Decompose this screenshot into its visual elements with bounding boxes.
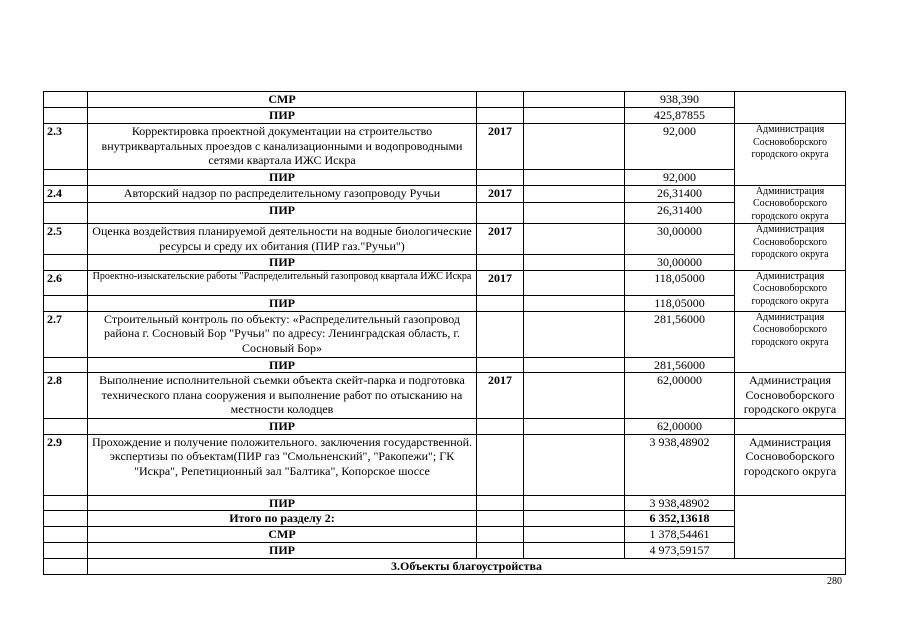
item-executor: Администрация Сосновоборского городского округа <box>735 373 846 419</box>
section-title: 3.Объекты благоустройства <box>88 559 846 575</box>
item-year: 2017 <box>477 185 524 202</box>
item-description: Строительный контроль по объекту: «Распределительный газопровод района г. Сосновый Бор "Ручьи" по адресу: Ленинградская область, г. Сосновый Бор» <box>88 311 477 357</box>
item-year <box>477 311 524 357</box>
item-description: Выполнение исполнительной съемки объекта скейт-парка и подготовка технического плана сооружения и выполнение работ по отысканию на местности колодцев <box>88 373 477 419</box>
table-row <box>44 311 846 357</box>
totals-sum: 6 352,13618 <box>625 511 735 527</box>
item-executor: Администрация Сосновоборского городского округа <box>735 311 846 373</box>
table-row <box>44 124 846 170</box>
row-label: ПИР <box>88 108 477 124</box>
item-year <box>477 434 524 495</box>
row-label: ПИР <box>88 255 477 271</box>
row-label: ПИР <box>88 202 477 223</box>
item-executor: Администрация Сосновоборского городского округа <box>735 224 846 271</box>
row-sum: 26,31400 <box>625 202 735 223</box>
totals-row <box>44 511 846 527</box>
item-year: 2017 <box>477 270 524 295</box>
item-executor: Администрация Сосновоборского городского округа <box>735 185 846 224</box>
row-sum: 281,56000 <box>625 357 735 373</box>
row-sum: 92,000 <box>625 170 735 186</box>
row-label: ПИР <box>88 543 477 559</box>
row-label: СМР <box>88 527 477 543</box>
item-number: 2.6 <box>44 270 88 295</box>
table-row <box>44 434 846 495</box>
table-row <box>44 270 846 295</box>
item-number: 2.3 <box>44 124 88 170</box>
table-row <box>44 170 846 186</box>
row-label: ПИР <box>88 495 477 511</box>
item-year: 2017 <box>477 224 524 255</box>
item-number: 2.7 <box>44 311 88 357</box>
row-sum: 1 378,54461 <box>625 527 735 543</box>
table-row <box>44 527 846 543</box>
table-row <box>44 419 846 435</box>
item-description: Авторский надзор по распределительному газопроводу Ручьи <box>88 185 477 202</box>
row-sum: 62,00000 <box>625 419 735 435</box>
row-label: ПИР <box>88 170 477 186</box>
item-number: 2.9 <box>44 434 88 495</box>
table-row <box>44 255 846 271</box>
item-year: 2017 <box>477 373 524 419</box>
section-header-row <box>44 559 846 575</box>
item-number: 2.8 <box>44 373 88 419</box>
item-sum: 3 938,48902 <box>625 434 735 495</box>
item-year: 2017 <box>477 124 524 170</box>
row-label: СМР <box>88 92 477 108</box>
table-row <box>44 495 846 511</box>
row-label: ПИР <box>88 295 477 311</box>
table-row <box>44 224 846 255</box>
item-description: Прохождение и получение положительного. заключения государственной. экспертизы по объектам(ПИР газ "Смольненский", "Ракопежи"; ГК "Искра", Репетиционный зал "Балтика", Копорское шоссе <box>88 434 477 495</box>
row-sum: 938,390 <box>625 92 735 108</box>
table-row <box>44 543 846 559</box>
totals-label: Итого по разделу 2: <box>88 511 477 527</box>
item-description: Проектно-изыскательские работы "Распределительный газопровод квартала ИЖС Искра <box>88 270 477 295</box>
item-number: 2.4 <box>44 185 88 202</box>
row-label: ПИР <box>88 357 477 373</box>
table-row <box>44 108 846 124</box>
item-sum: 26,31400 <box>625 185 735 202</box>
item-executor: Администрация Сосновоборского городского округа <box>735 434 846 495</box>
item-sum: 281,56000 <box>625 311 735 357</box>
item-description: Оценка воздействия планируемой деятельности на водные биологические ресурсы и среду их обитания (ПИР газ."Ручьи") <box>88 224 477 255</box>
item-number: 2.5 <box>44 224 88 255</box>
table-row <box>44 373 846 419</box>
table-row <box>44 295 846 311</box>
item-sum: 118,05000 <box>625 270 735 295</box>
item-description: Корректировка проектной документации на строительство внутриквартальных проездов с канализационными и водопроводными сетями квартала ИЖС Искра <box>88 124 477 170</box>
page-number: 280 <box>827 576 842 587</box>
item-sum: 62,00000 <box>625 373 735 419</box>
table-row <box>44 202 846 223</box>
row-sum: 30,00000 <box>625 255 735 271</box>
item-sum: 30,00000 <box>625 224 735 255</box>
row-sum: 4 973,59157 <box>625 543 735 559</box>
row-sum: 3 938,48902 <box>625 495 735 511</box>
table-row <box>44 185 846 202</box>
budget-table <box>43 91 846 575</box>
table-row <box>44 92 846 108</box>
item-sum: 92,000 <box>625 124 735 170</box>
row-sum: 425,87855 <box>625 108 735 124</box>
item-executor: Администрация Сосновоборского городского округа <box>735 270 846 311</box>
table-row <box>44 357 846 373</box>
row-label: ПИР <box>88 419 477 435</box>
item-executor: Администрация Сосновоборского городского округа <box>735 124 846 186</box>
row-sum: 118,05000 <box>625 295 735 311</box>
